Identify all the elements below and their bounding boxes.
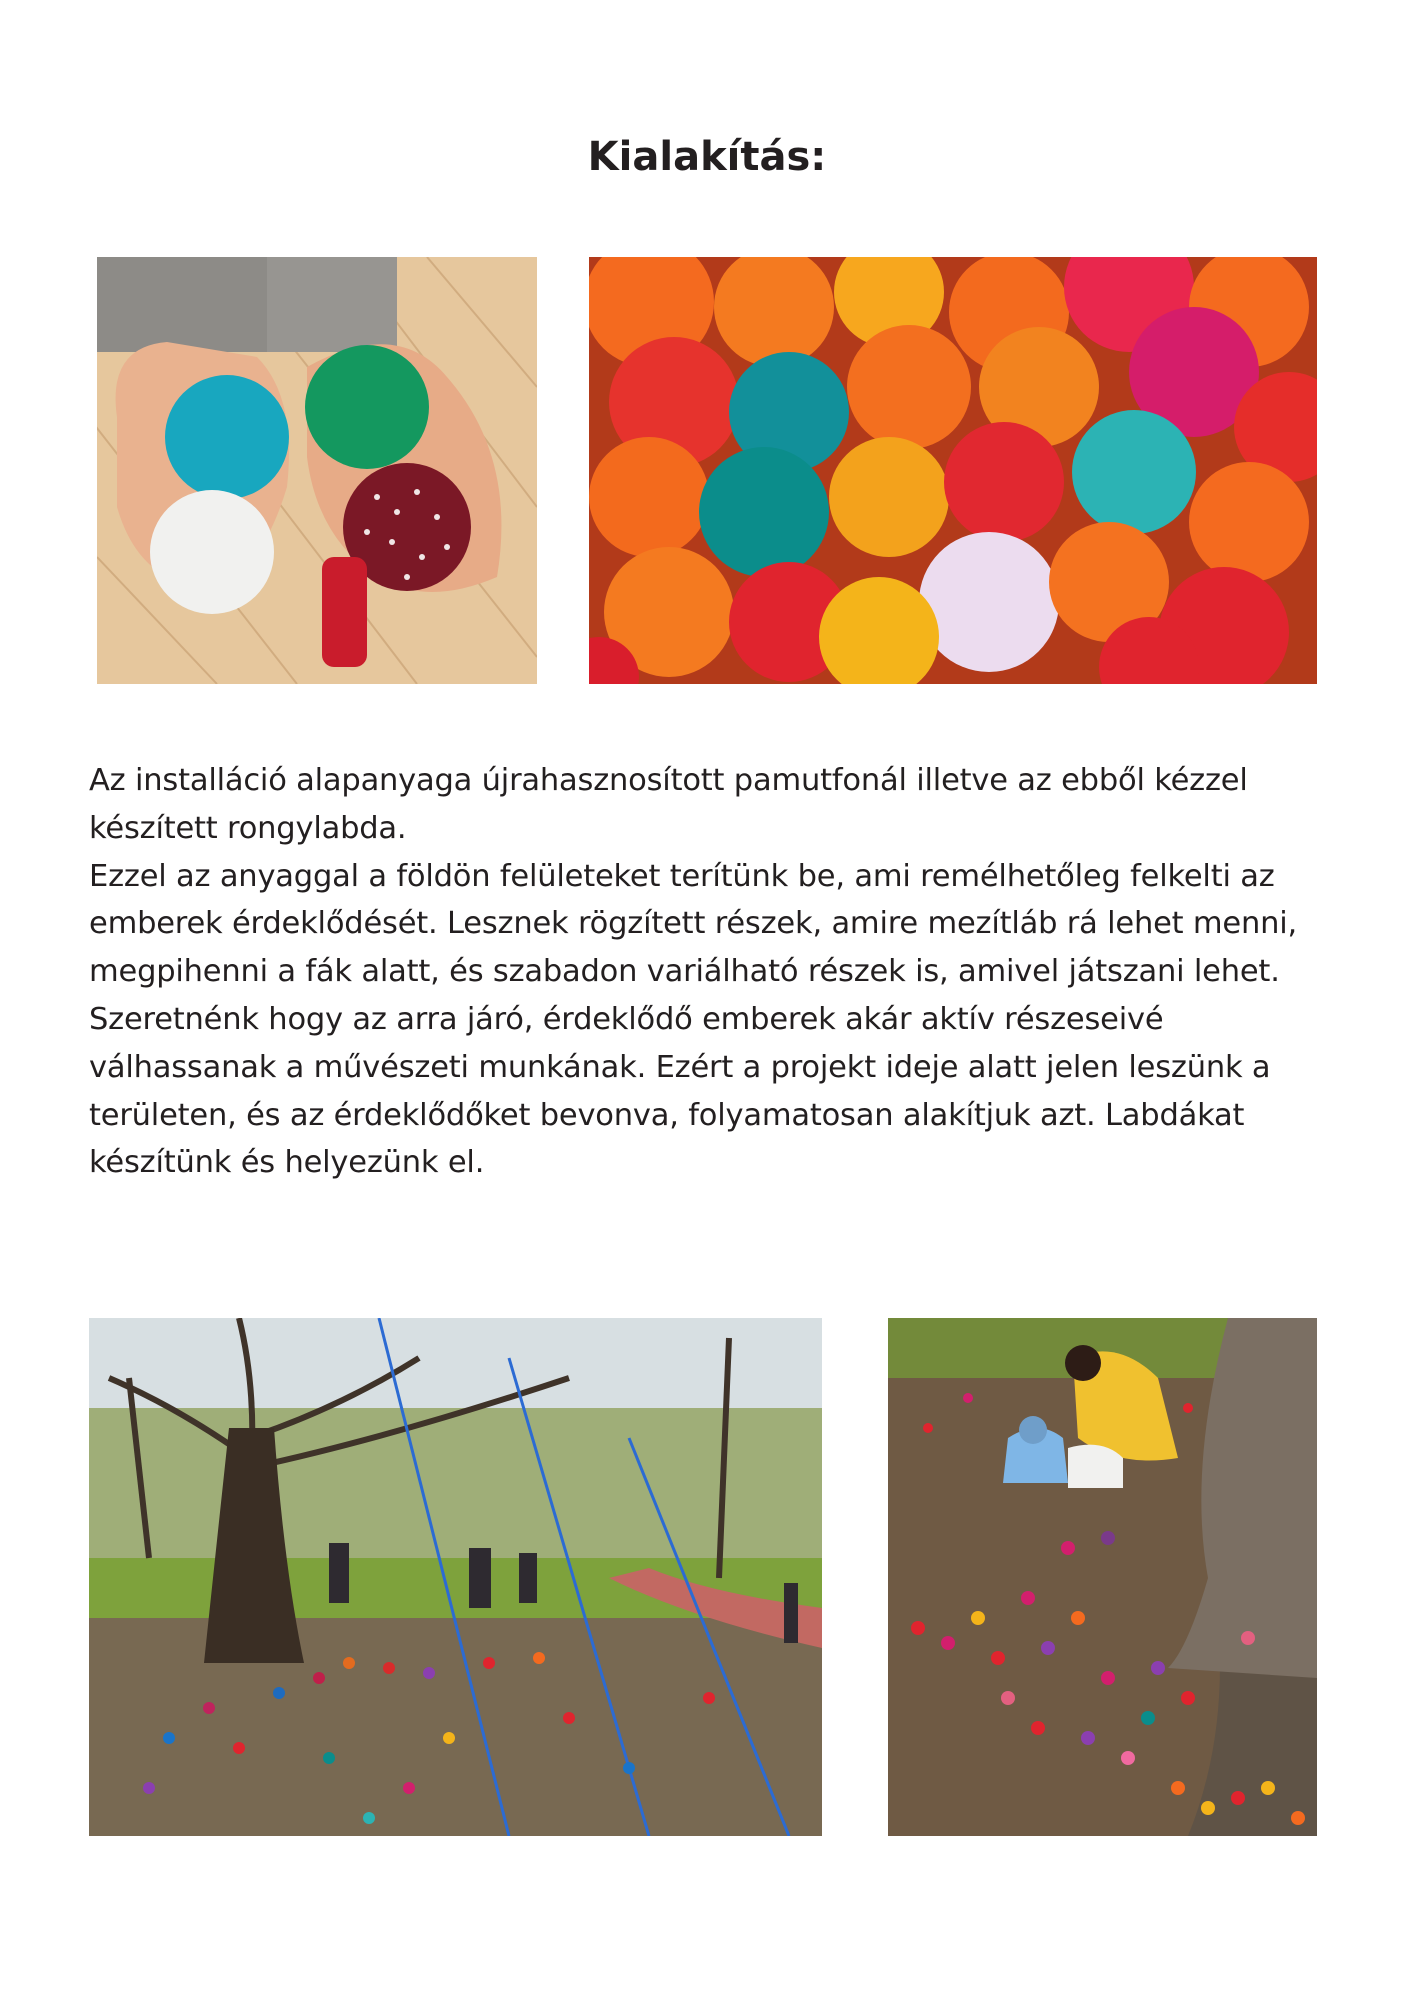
description-text: [89, 757, 1334, 1187]
paragraph: Szeretnénk hogy az arra járó, érdeklődő emberek akár aktív részeseivé válhassanak a művészeti munkának. Ezért a projekt ideje alatt jelen leszünk a területen, és az érdeklődőket bevonva, folyamatosan alakítjuk azt. Labdákat készítünk és helyezünk el.: [89, 1001, 1271, 1181]
paragraph: Ezzel az anyaggal a földön felületeket terítünk be, ami remélhetőleg felkelti az emberek érdeklődését. Lesznek rögzített részek, amire mezítláb rá lehet menni, megpihenni a fák alatt, és szabadon variálható részek is, amivel játszani lehet.: [89, 858, 1298, 990]
photo-hands-holding-balls: [97, 257, 537, 684]
paragraph: Az installáció alapanyaga újrahasznosított pamutfonál illetve az ebből kézzel készített rongylabda.: [89, 763, 1248, 846]
photo-people-placing-balls: [888, 1318, 1317, 1836]
page-title: Kialakítás:: [587, 134, 827, 180]
photo-park-installation: [89, 1318, 822, 1836]
photo-colorful-ball-pile: [589, 257, 1317, 684]
